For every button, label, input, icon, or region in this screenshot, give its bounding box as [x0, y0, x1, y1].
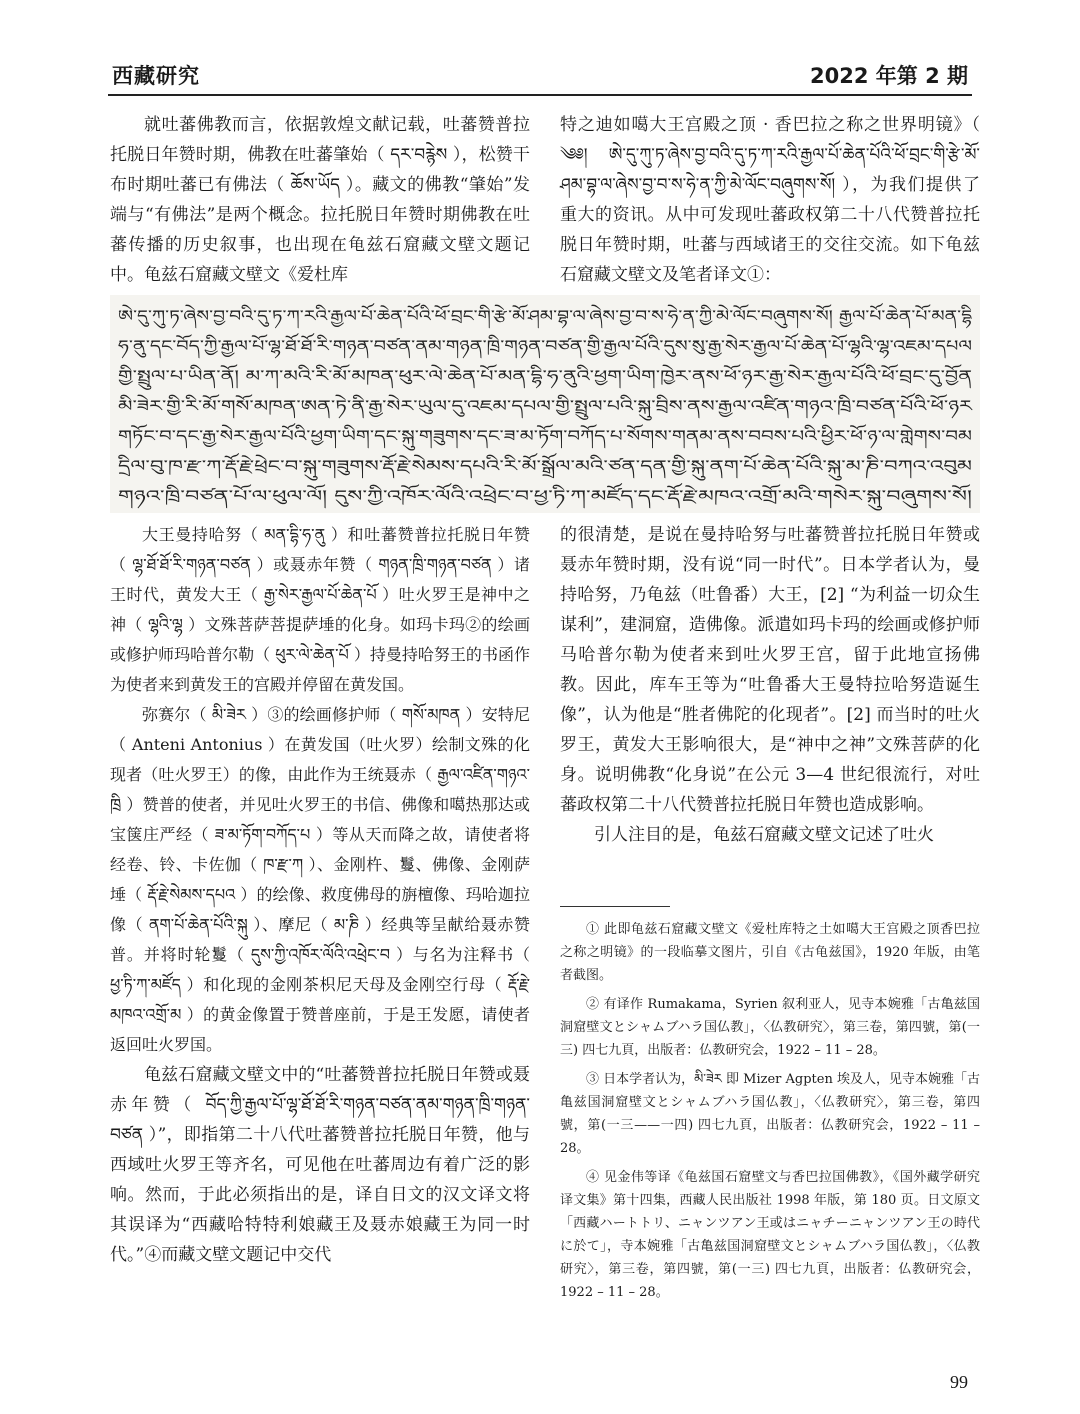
- manuscript-image: [110, 295, 980, 513]
- left-column-bottom: [110, 520, 530, 1270]
- paragraph: 特之迪如噶大王宫殿之顶 · 香巴拉之称之世界明镜》（ ༄༅། ཨེ་དུ་ཀུ་ཏ་ཞེས་བྱ་བའི་དུ་ཏ་ཀ་རའི་རྒྱལ་པོ་ཆེན་པོའི་ཕོ་བྲང་གི་རྩེ་མོ་ཤམ་བྷ་ལ་ཞེས་བྱ་བ་ས་ཧེ་ན་ཀྱི་མེ་ལོང་བཞུགས་སོ། ），为我们提供了重大的资讯。从中可发现吐蕃政权第二十八代赞普拉托脱日年赞时期，吐蕃与西域诸王的交往交流。如下龟兹石窟藏文壁文及笔者译文①：: [560, 115, 980, 285]
- right-column-top: [560, 110, 980, 290]
- paragraph: 就吐蕃佛教而言，依据敦煌文献记载，吐蕃赞普拉托脱日年赞时期，佛教在吐蕃肇始（ དར་བརྙེས ），松赞干布时期吐蕃已有佛法（ ཆོས་ཡོད ）。藏文的佛教“肇始”发端与“有佛法”是两个概念。拉托脱日年赞时期佛教在吐蕃传播的历史叙事，也出现在龟兹石窟藏文壁文题记中。龟兹石窟藏文壁文《爱杜库: [110, 115, 530, 285]
- paragraph: 龟兹石窟藏文壁文中的“吐蕃赞普拉托脱日年赞或聂赤年赞（ བོད་ཀྱི་རྒྱལ་པོ་ལྷ་ཐོ་ཐོ་རི་གཉན་བཙན་ནམ་གཉན་ཁྲི་གཉན་བཙན ）”，即指第二十八代吐蕃赞普拉托脱日年赞，他与西域吐火罗王等齐名，可见他在吐蕃周边有着广泛的影响。然而，于此必须指出的是，译自日文的汉文译文将其误译为“西藏哈特特利娘藏王及聂赤娘藏王为同一时代。”④而藏文壁文题记中交代: [110, 1065, 530, 1265]
- manuscript-line: གཉའ་ཁྲི་བཙན་པོ་ལ་ཕུལ་ལོ། དུས་ཀྱི་འཁོར་ལོའི་འཕྲེང་བ་ཕྱ་ཏི་ཀ་མཛོད་དང་རྡོ་རྗེ་མཁའ་འགྲོ་མའི་གསེར་སྐུ་བཞུགས་སོ།: [118, 487, 709, 505]
- paragraph: 引人注目的是，龟兹石窟藏文壁文记述了吐火: [594, 825, 934, 845]
- paragraph: 的很清楚，是说在曼持哈努与吐蕃赞普拉托脱日年赞或聂赤年赞时期，没有说“同一时代”。日本学者认为，曼持哈努，乃龟兹（吐鲁番）大王，[2] “为利益一切众生谋利”，建洞窟，造佛像。派遣如玛卡玛的绘画或修护师马哈普尔勒为使者来到吐火罗王宫，留于此地宣扬佛教。因此，库车王等为“吐鲁番大王曼特拉哈努造诞生像”，认为他是“胜者佛陀的化现者”。[2] 而当时的吐火罗王，黄发大王影响很大，是“神中之神”文殊菩萨的化身。说明佛教“化身说”在公元 3—4 世纪很流行，对吐蕃政权第二十八代赞普拉托脱日年赞也造成影响。: [560, 525, 980, 815]
- manuscript-line: དྲིལ་བུ་ཁ་རྫ་ཀ་རྡོ་རྗེ་ཕྲེང་བ་སྐུ་གཟུགས་རྡོ་རྗེ་སེམས་དཔའི་རི་མོ་སྒྲོལ་མའི་ཙན་དན་གྱི་སྐུ་ནག་པོ་ཆེན་པོའི་སྐུ་མ་ཎི་བཀའ་འབུམ: [118, 457, 739, 475]
- translation-paragraph: 弥赛尔（ མི་ཟེར ）③的绘画修护师（ གསོ་མཁན ）安特尼（ Anteni Antonius ）在黄发国（吐火罗）绘制文殊的化现者（吐火罗王）的像，由此作为王统聂赤（ རྒྱལ་འཛིན་གཉའ་ཁྲི ）赞普的使者，并见吐火罗王的书信、佛像和噶热那达或宝箧庄严经（ ཟ་མ་ཏོག་བཀོད་པ ）等从天而降之故，请使者将经卷、铃、卡佐伽（ ཁ་རྫ་ཀ ）、金刚杵、鬘、佛像、金刚萨埵（ རྡོ་རྗེ་སེམས་དཔའ ）的绘像、救度佛母的旃檀像、玛哈迦拉像（ ནག་པོ་ཆེན་པོའི་སྐུ ）、摩尼（ མ་ཎི ）经典等呈献给聂赤赞普。并将时轮鬘（ དུས་ཀྱི་འཁོར་ལོའི་འཕྲེང་བ ）与名为注释书（ ཕྱ་ཏི་ཀ་མཛོད ）和化现的金刚茶枳尼天母及金刚空行母（ རྡོ་རྗེ་མཁའ་འགྲོ་མ ）的黄金像置于赞普座前，于是王发愿，请使者返回吐火罗国。: [110, 705, 530, 1054]
- left-column-top: [110, 110, 530, 290]
- footnote: ③ 日本学者认为，མི་ཟེར 即 Mizer Agpten 埃及人，见寺本婉雅「古亀兹国洞窟壁文とシャムブハラ国仏教」，〈仏教研究〉，第三卷，第四號，第(一三——一四) 四七九頁，出版者：仏教研究会，1922 – 11 – 28。: [560, 1072, 980, 1156]
- footnotes: [560, 918, 980, 1310]
- footnote: ④ 见金伟等译《龟兹国石窟壁文与香巴拉国佛教》，《国外藏学研究译文集》第十四集，西藏人民出版社 1998 年版，第 180 页。日文原文「西藏ハートトリ、ニャンツアン王或はニャチーニャンツアン王の時代に於て」，寺本婉雅「古亀兹国洞窟壁文とシャムブハラ国仏教」，〈仏教研究〉，第三卷，第四號，第(一三) 四七九頁，出版者：仏教研究会，1922 – 11 – 28。: [560, 1170, 980, 1300]
- right-column-bottom: [560, 520, 980, 850]
- translation-paragraph: 大王曼持哈努（ མན་དྷི་ཧ་ནུ ）和吐蕃赞普拉托脱日年赞（ ལྷ་ཐོ་ཐོ་རི་གཉན་བཙན ）或聂赤年赞（ གཉན་ཁྲི་གཉན་བཙན ）诸王时代，黄发大王（ རྒྱ་སེར་རྒྱལ་པོ་ཆེན་པོ ）吐火罗王是神中之神（ ལྷའི་ལྷ ）文殊菩萨菩提萨埵的化身。如玛卡玛②的绘画或修护师玛哈普尔勒（ ཕུར་ལེ་ཆེན་པོ ）持曼持哈努王的书函作为使者来到黄发王的宫殿并停留在黄发国。: [110, 525, 530, 694]
- manuscript-line: གྱི་སྤྲུལ་པ་ཡིན་ནོ། མ་ཀ་མའི་རི་མོ་མཁན་ཕུར་ལེ་ཆེན་པོ་མན་དྷི་ཧ་ནུའི་ཕྱག་ཡིག་ཁྱེར་ནས་ཕོ་ཉར་རྒྱ་སེར་རྒྱལ་པོའི་ཕོ་བྲང་དུ་བྱོན: [118, 367, 758, 385]
- manuscript-line: མི་ཟེར་གྱི་རི་མོ་གསོ་མཁན་ཨན་ཏེ་ནི་རྒྱ་སེར་ཡུལ་དུ་འཇམ་དཔལ་གྱི་སྤྲུལ་པའི་སྐུ་བྲིས་ནས་རྒྱལ་འཛིན་གཉའ་ཁྲི་བཙན་པོའི་ཕོ་ཉར: [118, 397, 761, 415]
- footnote-divider: [560, 906, 670, 907]
- page-number: 99: [950, 1372, 968, 1392]
- header-divider: [108, 94, 972, 96]
- manuscript-line: ཨེ་དུ་ཀུ་ཏ་ཞེས་བྱ་བའི་དུ་ཏ་ཀ་རའི་རྒྱལ་པོ་ཆེན་པོའི་ཕོ་བྲང་གི་རྩེ་མོ་ཤམ་བྷ་ལ་ཞེས་བྱ་བ་ས་ཧེ་ན་ཀྱི་མེ་ལོང་བཞུགས་སོ། རྒྱལ་པོ་ཆེན་པོ་མན་དྷི: [118, 307, 821, 325]
- manuscript-line: ཧ་ནུ་དང་བོད་ཀྱི་རྒྱལ་པོ་ལྷ་ཐོ་ཐོ་རི་གཉན་བཙན་ནམ་གཉན་ཁྲི་གཉན་བཙན་གྱི་རྒྱལ་པོའི་དུས་སུ་རྒྱ་སེར་རྒྱལ་པོ་ཆེན་པོ་ལྷའི་ལྷ་འཇམ་དཔལ: [118, 337, 803, 355]
- manuscript-svg: [110, 295, 980, 513]
- footnote: ② 有译作 Rumakama，Syrien 叙利亚人，见寺本婉雅「古亀兹国洞窟壁文とシャムブハラ国仏教」，〈仏教研究〉，第三卷，第四號，第(一三) 四七九頁，出版者：仏教研究会，1922 – 11 – 28。: [560, 997, 980, 1058]
- footnote: ① 此即龟兹石窟藏文壁文《爱杜库特之土如噶大王宫殿之顶香巴拉之称之明镜》的一段临摹文图片，引自《古龟兹国》，1920 年版，由笔者截图。: [560, 922, 980, 983]
- journal-title: 西藏研究: [112, 64, 200, 88]
- issue-label: 2022 年第 2 期: [810, 64, 968, 88]
- manuscript-line: གཏོང་བ་དང་རྒྱ་སེར་རྒྱལ་པོའི་ཕྱག་ཡིག་དང་སྐུ་གཟུགས་དང་ཟ་མ་ཏོག་བཀོད་པ་སོགས་གནམ་ནས་བབས་པའི་ཕྱིར་ཕོ་ཉ་ལ་གླེགས་བམ: [118, 427, 783, 445]
